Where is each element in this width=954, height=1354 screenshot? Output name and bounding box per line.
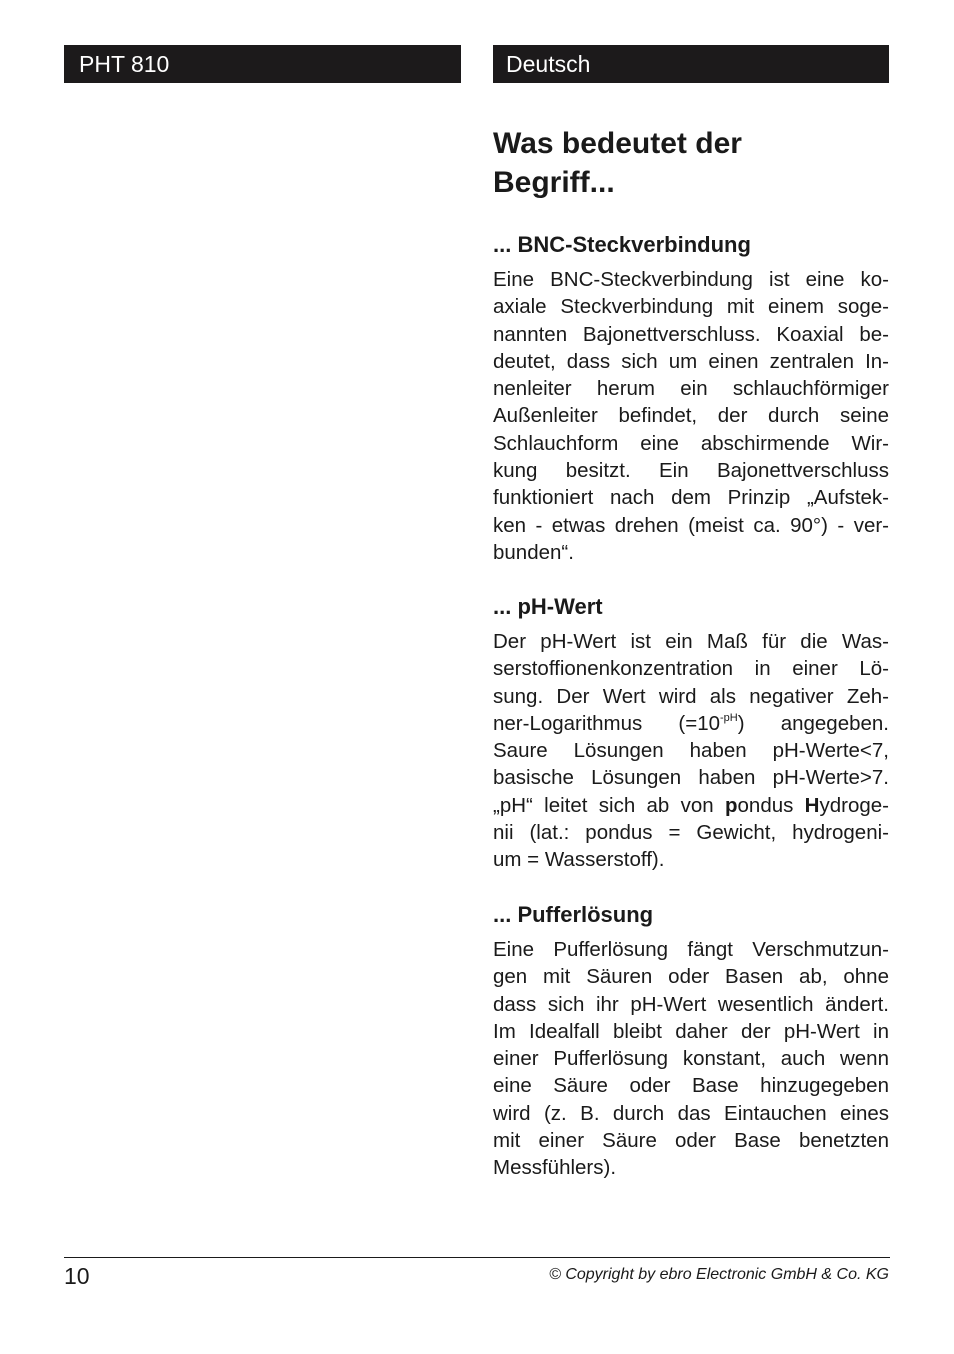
section-heading: ... pH-Wert <box>493 594 603 619</box>
paragraph-line: nannten Bajonettverschluss. Koaxial be- <box>493 322 889 346</box>
paragraph-line: kung besitzt. Ein Bajonettverschluss <box>493 459 889 483</box>
paragraph-line: Der pH-Wert ist ein Maß für die Was- <box>493 630 889 653</box>
paragraph-line: gen mit Säuren oder Basen ab, ohne <box>493 965 889 989</box>
paragraph-line: funktioniert nach dem Prinzip „Aufstek- <box>493 486 889 510</box>
superscript: -pH <box>720 711 738 724</box>
section-heading: ... BNC-Steckverbindung <box>493 232 751 257</box>
paragraph-line: dass sich ihr pH-Wert wesentlich ändert. <box>493 992 889 1016</box>
line-segment: ondus <box>737 793 805 817</box>
bold-letter: H <box>804 793 820 817</box>
paragraph-line: wird (z. B. durch das Eintauchen eines <box>493 1101 889 1125</box>
line-segment: ydroge- <box>819 793 889 817</box>
paragraph-line: deutet, dass sich um einen zentralen In- <box>493 349 889 373</box>
paragraph-line: Schlauchform eine abschirmende Wir- <box>493 431 889 455</box>
paragraph-line: Saure Lösungen haben pH-Werte<7, <box>493 739 889 763</box>
paragraph-line: ken - etwas drehen (meist ca. 90°) - ver- <box>493 513 889 537</box>
paragraph-line: um = Wasserstoff). <box>493 848 665 872</box>
paragraph-line <box>493 710 889 737</box>
paragraph-line: Eine Pufferlösung fängt Verschmutzun- <box>493 938 889 961</box>
paragraph-line: basische Lösungen haben pH-Werte>7. <box>493 766 889 790</box>
paragraph-line: axiale Steckverbindung mit einem soge- <box>493 295 889 319</box>
section-bnc <box>493 231 889 566</box>
paragraph-line: nii (lat.: pondus = Gewicht, hydrogeni- <box>493 821 889 845</box>
bold-letter: p <box>724 793 738 817</box>
language-label: Deutsch <box>506 51 591 77</box>
paragraph-line: Eine BNC-Steckverbindung ist eine ko- <box>493 268 889 291</box>
paragraph-line: Außenleiter befindet, der durch seine <box>493 404 889 428</box>
line-segment: ner-Logarithmus (=10 <box>493 711 720 735</box>
paragraph-line: Messfühlers). <box>493 1156 617 1180</box>
line-segment: „pH“ leitet sich ab von <box>493 793 725 817</box>
paragraph-line: bunden“. <box>493 540 574 564</box>
paragraph-line: einer Pufferlösung konstant, auch wenn <box>493 1047 889 1071</box>
header-bar-product <box>64 45 461 83</box>
page-title-line: Was bedeutet der <box>493 127 742 160</box>
paragraph-line: eine Säure oder Base hinzugegeben <box>493 1074 889 1098</box>
footer-divider <box>64 1257 890 1258</box>
paragraph-line <box>493 792 889 819</box>
paragraph-line: mit einer Säure oder Base benetzten <box>493 1129 889 1153</box>
product-name: PHT 810 <box>79 51 170 77</box>
line-segment: ) angegeben. <box>737 711 889 735</box>
paragraph-line: sung. Der Wert wird als negativer Zeh- <box>493 684 889 708</box>
section-ph <box>493 593 889 874</box>
copyright-notice: © Copyright by ebro Electronic GmbH & Co. KG <box>549 1266 889 1283</box>
header-bar-language <box>493 45 889 83</box>
section-heading: ... Pufferlösung <box>493 902 654 927</box>
page-number: 10 <box>64 1263 90 1289</box>
paragraph-line: nenleiter herum ein schlauchförmiger <box>493 377 889 401</box>
page-title <box>493 124 889 202</box>
paragraph-line: Im Idealfall bleibt daher der pH-Wert in <box>493 1019 889 1043</box>
paragraph-line: serstoffionenkonzentration in einer Lö- <box>493 657 889 681</box>
section-buffer <box>493 901 889 1182</box>
page-title-line: Begriff... <box>493 166 615 199</box>
